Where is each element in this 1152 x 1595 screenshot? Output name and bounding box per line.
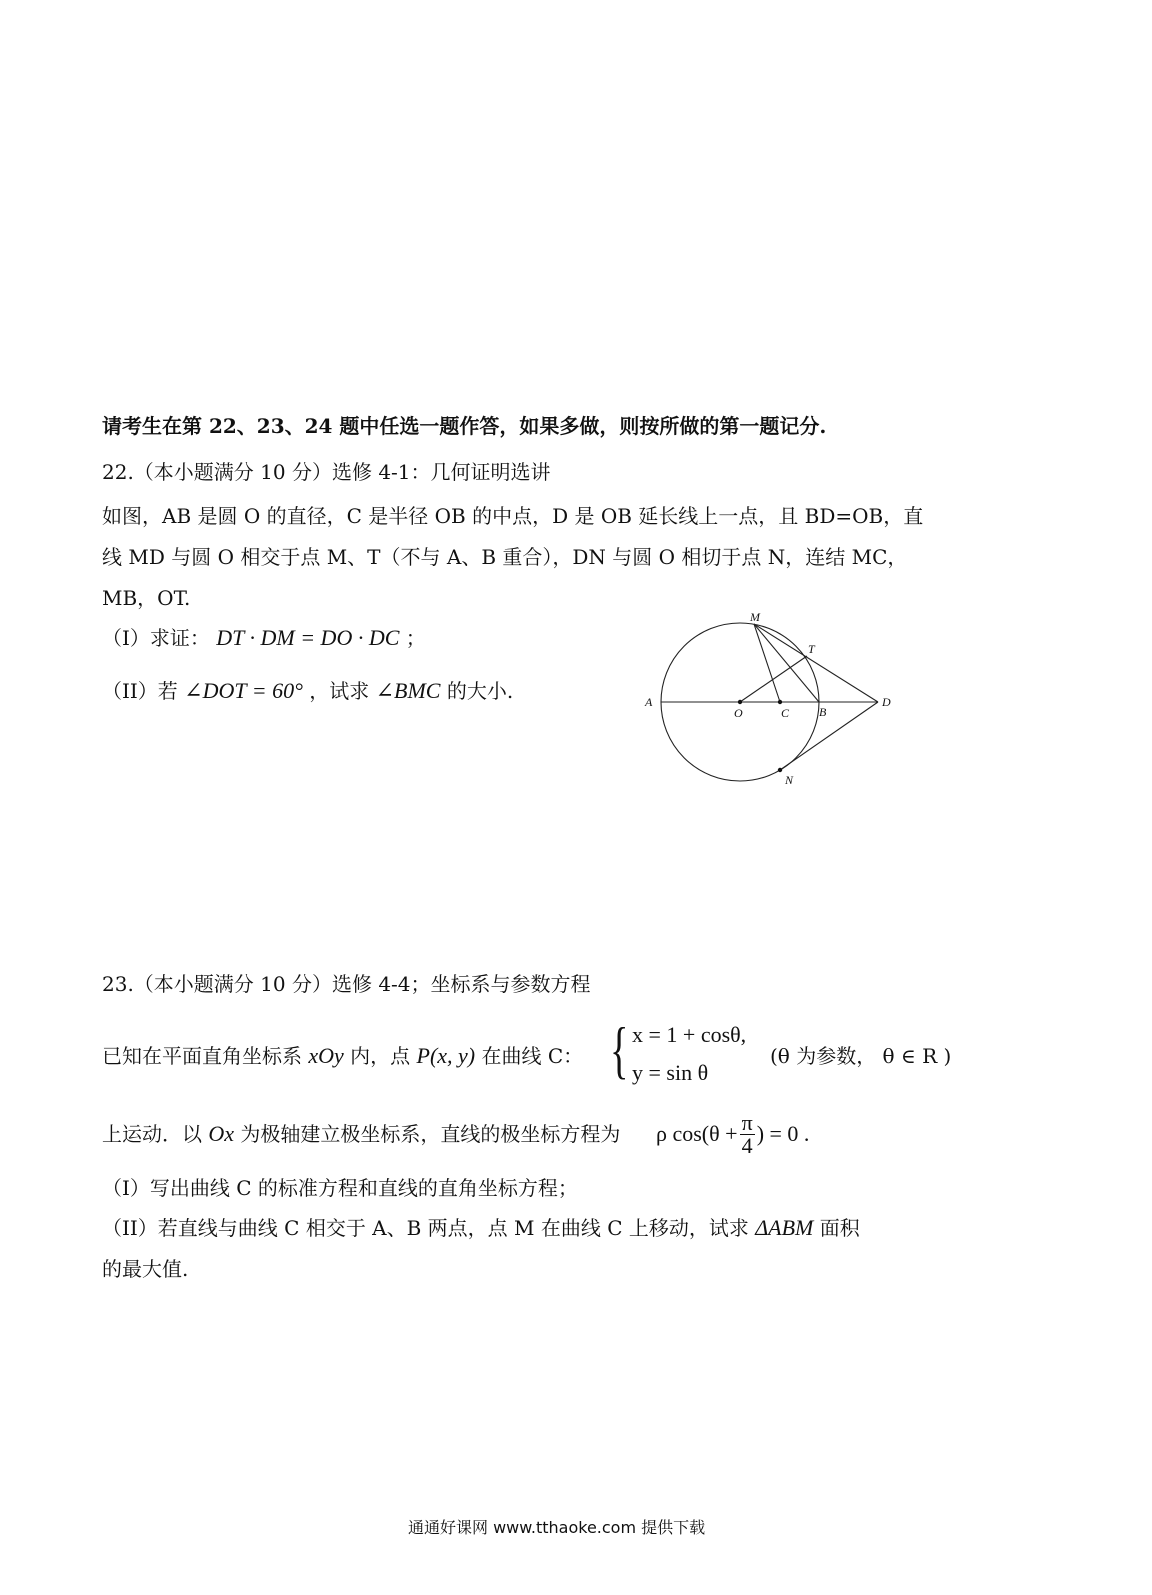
label-t: T	[808, 642, 815, 656]
point-n	[778, 768, 782, 772]
q23-part2-b: 面积	[819, 1216, 860, 1240]
q22-part2-mid: ，试求	[309, 679, 370, 703]
q23-polar-equation	[656, 1106, 809, 1162]
q22-part2-formula-bmc: ∠BMC	[375, 678, 441, 703]
label-o: O	[734, 706, 743, 720]
q23-part2-a: （II）若直线与曲线 C 相交于 A、B 两点，点 M 在曲线 C 上移动，试求	[102, 1216, 749, 1240]
q23-eq2: y = sin θ	[632, 1060, 709, 1085]
q23-intro-point-p: P(x, y)	[416, 1043, 476, 1068]
q23-polar-den: 4	[741, 1132, 753, 1158]
q23-intro-a: 已知在平面直角坐标系	[102, 1044, 302, 1068]
q22-part2	[102, 677, 513, 705]
label-d: D	[882, 695, 891, 709]
line-md	[754, 624, 878, 702]
q23-part1: （I）写出曲线 C 的标准方程和直线的直角坐标方程；	[102, 1176, 578, 1200]
q23-intro-c: 在曲线 C：	[481, 1044, 584, 1068]
q23-header: 23.（本小题满分 10 分）选修 4-4；坐标系与参数方程	[102, 972, 591, 996]
q23-intro-b: 内，点	[350, 1044, 411, 1068]
q23-intro-xoy: xOy	[308, 1043, 344, 1068]
q22-geometry-figure	[630, 600, 910, 800]
q23-part2	[102, 1214, 860, 1242]
q23-polar-fraction	[740, 1109, 755, 1158]
q23-intro	[102, 1042, 583, 1070]
label-a: A	[645, 695, 653, 709]
q23-line2-ox: Ox	[208, 1121, 235, 1146]
q22-part2-formula-angle: ∠DOT = 60°	[184, 678, 303, 703]
q22-header: 22.（本小题满分 10 分）选修 4-1：几何证明选讲	[102, 460, 551, 484]
q23-line2-a: 上运动．以	[102, 1122, 202, 1146]
q22-part1-label: （I）求证：	[102, 626, 210, 650]
q22-part1	[102, 624, 426, 652]
instruction-text: 请考生在第 22、23、24 题中任选一题作答，如果多做，则按所做的第一题记分.	[102, 414, 827, 438]
label-n: N	[785, 773, 794, 787]
q23-polar-rhs: ) = 0 .	[756, 1121, 810, 1146]
q23-polar-num: π	[741, 1109, 753, 1135]
page-footer: 通通好课网 www.tthaoke.com 提供下载	[408, 1518, 706, 1537]
q23-polar-lhs: ρ cos(θ +	[656, 1121, 738, 1146]
q23-param-note: (θ 为参数， θ ∈ R )	[770, 1044, 952, 1068]
q23-system-brace: {	[610, 1014, 629, 1085]
label-b: B	[819, 705, 827, 719]
line-dn	[780, 702, 878, 770]
label-c: C	[781, 706, 790, 720]
q22-line3: MB，OT.	[102, 586, 191, 610]
line-ot	[740, 656, 807, 702]
q23-eq1: x = 1 + cosθ,	[632, 1022, 747, 1047]
q22-line1: 如图，AB 是圆 O 的直径，C 是半径 OB 的中点，D 是 OB 延长线上一点，且 BD=OB，直	[102, 504, 924, 528]
label-m: M	[750, 610, 760, 624]
q23-part2-cont: 的最大值.	[102, 1257, 189, 1281]
q22-part1-end: ；	[405, 626, 426, 650]
q23-line2	[102, 1120, 620, 1148]
q22-part1-formula: DT · DM = DO · DC	[216, 625, 400, 650]
q22-line2: 线 MD 与圆 O 相交于点 M、T（不与 A、B 重合），DN 与圆 O 相切于点 N，连结 MC，	[102, 545, 908, 569]
point-c	[778, 700, 782, 704]
q22-part2-label: （II）若	[102, 679, 178, 703]
q23-line2-b: 为极轴建立极坐标系，直线的极坐标方程为	[240, 1122, 621, 1146]
q23-part2-triangle: ΔABM	[755, 1215, 814, 1240]
point-o	[738, 700, 742, 704]
q22-part2-end: 的大小.	[446, 679, 514, 703]
